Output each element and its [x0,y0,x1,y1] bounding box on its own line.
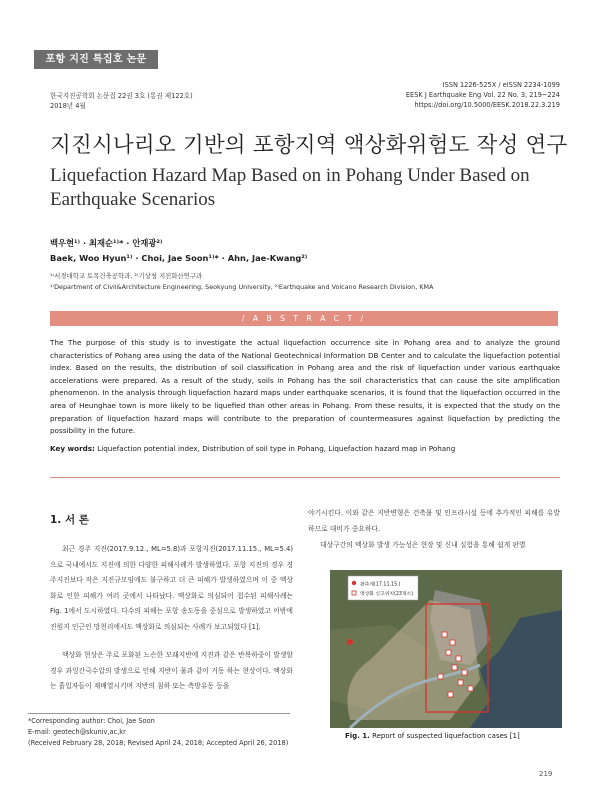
title-korean: 지진시나리오 기반의 포항지역 액상화위험도 작성 연구 [50,133,568,158]
map-image [330,570,562,728]
issn: ISSN 1226-525X / eISSN 2234-1099 [442,81,560,89]
intro-paragraph-right-2: 대상구간의 액상화 발생 가능성은 현장 및 신내 실험을 통해 쉽게 판별 [320,541,526,549]
title-english [50,164,570,212]
report-marker [468,686,473,691]
figure-caption [345,732,520,740]
publication-date-kr: 2018년 4월 [50,102,86,110]
journal-name-kr: 한국지진공학회 논문집 22권 3호 (통권 제122호) [50,92,193,100]
keywords-label: Key words: [50,444,95,453]
figure-caption-label: Fig. 1. [345,732,370,740]
journal-name-en: EESK J Earthquake Eng Vol. 22 No. 3, 219~224 [405,91,560,99]
abstract-header-bar [50,311,558,326]
intro-paragraph-right-1: 야기시킨다. 이와 같은 지반변형은 건축물 및 인프라시설 등에 추가적인 피해를 유발하므로 대비가 중요하다. [308,509,560,533]
legend-report-symbol [352,591,356,595]
legend-epicenter-symbol [352,581,356,585]
received-dates: (Received February 28, 2018; Revised April 24, 2018; Accepted April 26, 2018) [28,739,289,747]
report-marker [452,665,457,670]
journal-info-en [406,80,560,110]
abstract-heading: / A B S T R A C T / [241,314,367,323]
authors-english: Baek, Woo Hyun¹⁾ · Choi, Jae Soon¹⁾* · Ahn, Jae-Kwang²⁾ [50,253,308,263]
report-marker [446,650,451,655]
intro-paragraph-2: 액상화 현상은 주로 포화된 느슨한 모래지반에 지진과 같은 반복하중이 발생할 경우 과잉간극수압의 발생으로 인해 지반이 물과 같이 거동 하는 현상이다. 액상화는 흙입자들이 재배열시키며 지반의 침하 또는 측방유동 등을 [50,651,293,690]
epicenter-marker [347,639,353,645]
report-marker [448,692,453,697]
report-marker [456,656,461,661]
legend-report-label: 액상화 신고위치(23개소) [360,592,414,597]
report-marker [442,632,447,637]
abstract-text: The The purpose of this study is to investigate the actual liquefaction occurrence site in Pohang area and to analyze the ground characteristics of Pohang area using the data of the National Geotechnical Information DB Center and to calculate the liquefaction potential index. Based on the results, the distribution of soil classification in Pohang area and the risk of liquefaction under various earthquake accelerations were prepared. As a result of the study, soils in Pohang has the soil characteristics that can cause the site amplification phenomenon. In the analysis through liquefaction hazard maps under earthquake scenarios, it is found that the liquefaction occurred in the area of Heunghae town is more likely to be liquefied than other areas in Pohang. From these results, it is expected that the study on the preparation of liquefaction hazard maps will contribute to the preparation of countermeasures against liquefaction by predicting the possibility in the future. [50,338,560,436]
legend-epicenter-label: 관측계(17.11.15.) [360,582,401,588]
keywords [50,443,560,456]
journal-info-kr [50,91,193,111]
authors-korean: 백우현¹⁾ · 최재순¹⁾* · 안재광²⁾ [50,238,163,248]
corresponding-author: *Corresponding author: Choi, Jae Soon [28,717,155,725]
abstract-divider [50,477,560,478]
author-email: E-mail: geotech@skuniv,ac,kr [28,728,126,736]
intro-paragraph-1: 최근 경주 지진(2017.9.12., ML=5.8)과 포항지진(2017.11.15., ML=5.4)으로 국내에서도 지진에 의한 다양한 피해사례가 발생하였다. 포항 지진의 경우 경주지진보다 작은 지진규모임에도 불구하고 더 큰 피해가 발생하였으며 이 중 액상화로 인한 피해가 여러 곳에서 나타났다. 액상화로 의심되어 접수된 피해사례는 Fig. 1에서 도시하였다. 다수의 피해는 포항 송도동을 중심으로 발생하였고 이밖에 진원지 인근인 망천리에서도 액상화로 의심되는 사례가 보고되었다 [1]. [50,545,293,631]
special-issue-tag: 포항 지진 특집호 논문 [34,50,158,69]
footnote-rule [28,713,290,714]
report-marker [462,670,467,675]
section-heading-introduction: 1. 서 론 [50,514,89,526]
keywords-list: Liquefaction potential index, Distribution of soil type in Pohang, Liquefaction hazard map in Pohang [97,444,456,453]
title-english-line1: Liquefaction Hazard Map Based on in Pohang Under Based on [50,165,530,186]
title-english-line2: Earthquake Scenarios [50,189,216,210]
doi-link[interactable]: https://doi.org/10.5000/EESK.2018.22.3.219 [414,101,560,109]
figure-caption-text: Report of suspected liquefaction cases [1] [372,732,520,740]
figure-liquefaction-map [330,570,562,728]
affiliation-english: ¹⁾Department of Civil&Architecture Engineering, Seokyung University, ²⁾Earthquake and Volcano Research Division, KMA [50,283,434,291]
report-marker [458,680,463,685]
report-marker [438,674,443,679]
footnote [28,716,296,749]
affiliation-korean: ¹⁾서경대학교 토목건축공학과, ²⁾기상청 지진화산연구과 [50,272,203,280]
page-number: 219 [539,770,553,778]
report-marker [450,640,455,645]
